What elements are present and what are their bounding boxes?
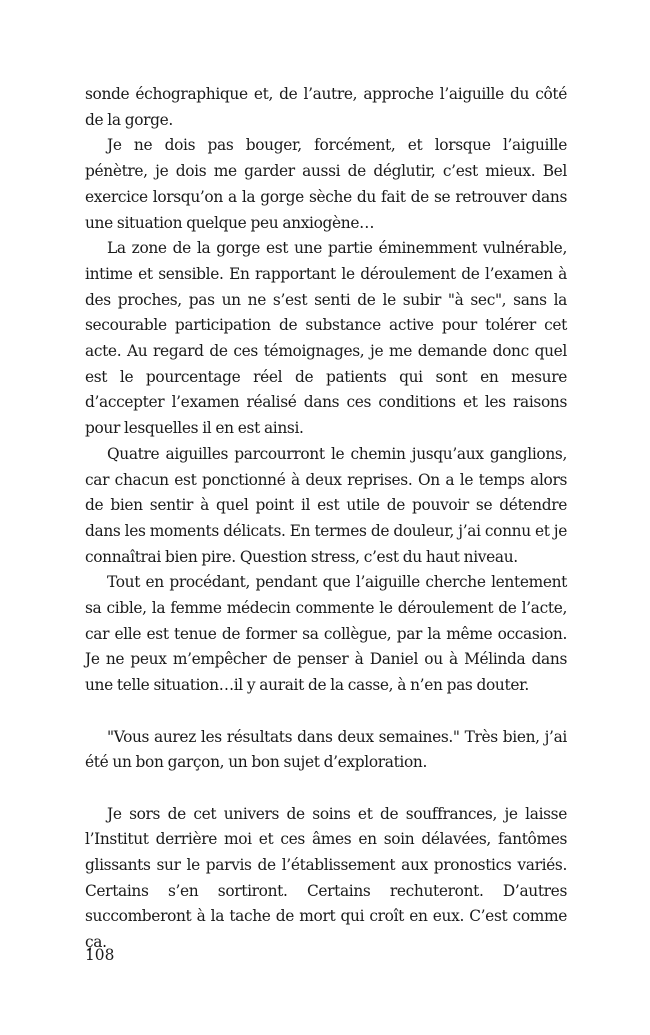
paragraph: La zone de la gorge est une partie éminemment vulnérable, intime et sensible. En rapportant le déroulement de l’examen à des proches, pas un ne s’est senti de le subir "à sec", sans la secourable participation de substance active pour tolérer cet acte. Au regard de ces témoignages, je me demande donc quel est le pourcentage réel de patients qui sont en mesure d’accepter l’examen réalisé dans ces conditions et les raisons pour lesquelles il en est ainsi. [85,239,567,438]
paragraph: Je sors de cet univers de soins et de souffrances, je laisse l’Institut derrière moi et ces âmes en soin délavées, fantômes glissants sur le parvis de l’établissement aux pronostics variés. Certains s’en sortiront. Certains rechuteront. D’autres succomberont à la tache de mort qui croît en eux. C’est comme ça. [85,804,567,952]
paragraph: Quatre aiguilles parcourront le chemin jusqu’aux ganglions, car chacun est ponctionné à deux reprises. On a le temps alors de bien sentir à quel point il est utile de pouvoir se détendre dans les moments délicats. En termes de douleur, j’ai connu et je connaîtrai bien pire. Question stress, c’est du haut niveau. [85,444,567,566]
paragraph: Tout en procédant, pendant que l’aiguille cherche lentement sa cible, la femme médecin commente le déroulement de l’acte, car elle est tenue de former sa collègue, par la même occasion. Je ne peux m’empêcher de penser à Daniel ou à Mélinda dans une telle situation…il y aurait de la casse, à n’en pas douter. [85,573,567,695]
page-number: 108 [85,946,115,964]
book-page-body [85,82,567,956]
paragraph: Je ne dois pas bouger, forcément, et lorsque l’aiguille pénètre, je dois me garder aussi de déglutir, c’est mieux. Bel exercice lorsqu’on a la gorge sèche du fait de se retrouver dans une situation quelque peu anxiogène… [85,136,567,232]
paragraph-continuation: sonde échographique et, de l’autre, approche l’aiguille du côté de la gorge. [85,85,567,129]
paragraph-quote: "Vous aurez les résultats dans deux semaines." Très bien, j’ai été un bon garçon, un bon sujet d’exploration. [85,727,567,772]
